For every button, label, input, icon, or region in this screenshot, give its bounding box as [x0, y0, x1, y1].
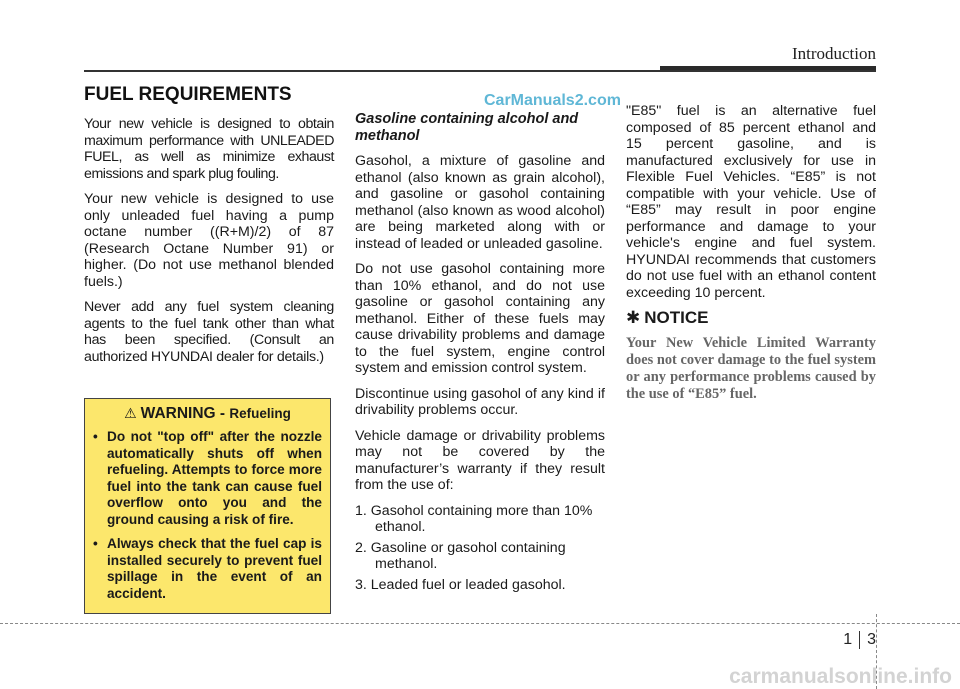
notice-heading — [626, 310, 876, 327]
page-number — [843, 631, 876, 649]
warning-item: • Do not "top off" after the nozzle automatically shuts off when refueling. Attempts to force more fuel into the tank can cause fuel overflow onto you and the ground causing a risk of fire. — [93, 429, 322, 528]
paragraph-octane: Your new vehicle is designed to use only unleaded fuel having a pump octane number ((R+M)/2) of 87 (Research Octane Number 91) or higher. (Do not use methanol blended fuels.) — [84, 191, 334, 290]
notice-label: NOTICE — [644, 308, 709, 327]
notice-text: Your New Vehicle Limited Warranty does not cover damage to the fuel system or any performance problems caused by the use of “E85” fuel. — [626, 334, 876, 402]
page-separator — [859, 631, 860, 649]
list-item: 3. Leaded fuel or leaded gasohol. — [355, 576, 566, 593]
warning-list — [93, 429, 322, 602]
paragraph-ethanol-limit: Do not use gasohol containing more than 10% ethanol, and do not use gasoline or gasohol containing any methanol. Either of these fuels may cause drivability problems and damage to the fuel system, engine control system and emission control system. — [355, 261, 605, 376]
watermark-top: CarManuals2.com — [484, 92, 621, 109]
footer-rule — [0, 623, 960, 624]
warning-item: • Always check that the fuel cap is installed securely to prevent fuel spillage in the event of an accident. — [93, 536, 322, 602]
column-1 — [84, 116, 334, 374]
subheading-gasohol: Gasoline containing alcohol and methanol — [355, 111, 579, 144]
chapter-number: 1 — [843, 631, 853, 649]
column-2 — [355, 111, 605, 597]
column-3 — [626, 103, 876, 403]
list-item: 2. Gasoline or gasohol containing methanol. — [355, 539, 566, 572]
paragraph-e85: "E85" fuel is an alternative fuel composed of 85 percent ethanol and 15 percent gasoline, and is manufactured exclusively for use in Flexible Fuel Vehicles. “E85” is not compatible with your vehicle. Use of “E85” may result in poor engine performance and damage to your vehicle's engine and fuel system. HYUNDAI recommends that customers do not use fuel with an ethanol content exceeding 10 percent. — [626, 103, 876, 301]
paragraph-performance: Your new vehicle is designed to obtain maximum performance with UNLEADED FUEL, as well as minimize exhaust emissions and spark plug fouling. — [84, 116, 334, 182]
fuel-list — [355, 503, 605, 594]
warning-triangle-icon: ⚠ — [124, 405, 137, 421]
paragraph-discontinue: Discontinue using gasohol of any kind if drivability problems occur. — [355, 385, 605, 418]
warning-title — [93, 405, 322, 423]
page-number-value: 3 — [867, 631, 876, 649]
list-item: 1. Gasohol containing more than 10% ethanol. — [355, 502, 593, 535]
header-rule — [84, 70, 876, 72]
star-icon: ✱ — [626, 308, 641, 327]
section-title: Introduction — [791, 44, 876, 63]
warning-sublabel: Refueling — [229, 406, 291, 421]
page-title: FUEL REQUIREMENTS — [84, 84, 292, 105]
paragraph-gasohol: Gasohol, a mixture of gasoline and ethanol (also known as grain alcohol), and gasoline or gasohol containing methanol (also known as wood alcohol) are being marketed along with or instead of leaded or unleaded gasoline. — [355, 153, 605, 252]
warning-label: WARNING - — [140, 405, 226, 422]
warning-box — [84, 398, 331, 614]
watermark-bottom: carmanualsonline.info — [729, 665, 952, 688]
paragraph-warranty-damage: Vehicle damage or drivability problems may not be covered by the manufacturer’s warranty if they result from the use of: — [355, 427, 605, 493]
paragraph-cleaning-agents: Never add any fuel system cleaning agents to the fuel tank other than what has been specified. (Consult an authorized HYUNDAI dealer for details.) — [84, 299, 334, 365]
